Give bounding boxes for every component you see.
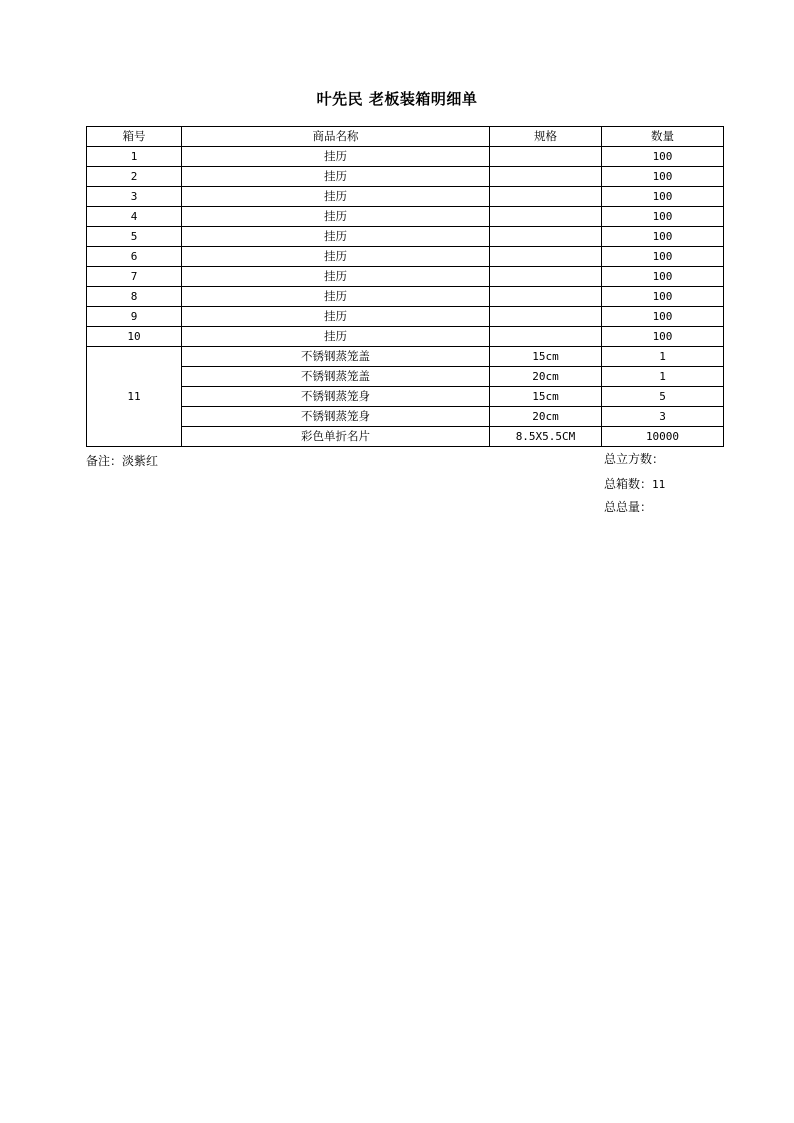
table-row	[87, 247, 724, 267]
quantity-cell: 100	[602, 207, 724, 227]
box-no-cell: 3	[87, 187, 182, 207]
header-product-name: 商品名称	[182, 127, 490, 147]
spec-cell: 8.5X5.5CM	[490, 427, 602, 447]
total-weight	[604, 498, 652, 515]
box-no-cell: 4	[87, 207, 182, 227]
table-row	[87, 327, 724, 347]
quantity-cell: 100	[602, 307, 724, 327]
table-row	[87, 187, 724, 207]
product-name-cell: 挂历	[182, 167, 490, 187]
spec-cell: 20cm	[490, 367, 602, 387]
spec-cell	[490, 247, 602, 267]
document-title: 叶先民 老板装箱明细单	[316, 90, 478, 108]
box-no-cell: 9	[87, 307, 182, 327]
spec-cell	[490, 167, 602, 187]
spec-cell	[490, 287, 602, 307]
header-box-no: 箱号	[87, 127, 182, 147]
box-no-cell: 8	[87, 287, 182, 307]
quantity-cell: 100	[602, 267, 724, 287]
product-name-cell: 不锈钢蒸笼盖	[182, 367, 490, 387]
spec-cell	[490, 147, 602, 167]
product-name-cell: 挂历	[182, 187, 490, 207]
quantity-cell: 1	[602, 367, 724, 387]
box-no-cell: 7	[87, 267, 182, 287]
product-name-cell: 挂历	[182, 267, 490, 287]
product-name-cell: 不锈钢蒸笼身	[182, 407, 490, 427]
table-row	[87, 427, 724, 447]
box-no-cell: 6	[87, 247, 182, 267]
quantity-cell: 1	[602, 347, 724, 367]
quantity-cell: 5	[602, 387, 724, 407]
spec-cell	[490, 307, 602, 327]
product-name-cell: 不锈钢蒸笼身	[182, 387, 490, 407]
total-volume	[604, 450, 664, 467]
product-name-cell: 彩色单折名片	[182, 427, 490, 447]
quantity-cell: 100	[602, 247, 724, 267]
table-row	[87, 307, 724, 327]
quantity-cell: 100	[602, 327, 724, 347]
product-name-cell: 挂历	[182, 147, 490, 167]
quantity-cell: 100	[602, 227, 724, 247]
table-row	[87, 407, 724, 427]
remark-text: 备注：淡紫红	[86, 454, 159, 468]
table-row	[87, 167, 724, 187]
table-row	[87, 367, 724, 387]
product-name-cell: 挂历	[182, 327, 490, 347]
spec-cell	[490, 327, 602, 347]
header-spec: 规格	[490, 127, 602, 147]
table-row	[87, 147, 724, 167]
spec-cell: 15cm	[490, 387, 602, 407]
quantity-cell: 100	[602, 287, 724, 307]
total-boxes-label: 总箱数：	[604, 477, 653, 491]
product-name-cell: 挂历	[182, 307, 490, 327]
total-boxes-value: 11	[652, 478, 666, 491]
box-no-cell: 10	[87, 327, 182, 347]
spec-cell	[490, 267, 602, 287]
spec-cell	[490, 227, 602, 247]
box-no-cell: 1	[87, 147, 182, 167]
table-row	[87, 287, 724, 307]
box-no-cell: 11	[87, 347, 182, 447]
product-name-cell: 挂历	[182, 287, 490, 307]
quantity-cell: 100	[602, 187, 724, 207]
quantity-cell: 3	[602, 407, 724, 427]
spec-cell	[490, 207, 602, 227]
box-no-cell: 2	[87, 167, 182, 187]
quantity-cell: 100	[602, 167, 724, 187]
product-name-cell: 挂历	[182, 227, 490, 247]
total-volume-label: 总立方数：	[604, 452, 665, 466]
table-row	[87, 207, 724, 227]
total-boxes	[604, 475, 665, 492]
spec-cell	[490, 187, 602, 207]
table-header-row	[87, 127, 724, 147]
total-weight-label: 总总量：	[604, 500, 653, 514]
header-quantity: 数量	[602, 127, 724, 147]
product-name-cell: 挂历	[182, 207, 490, 227]
table-row	[87, 267, 724, 287]
spec-cell: 15cm	[490, 347, 602, 367]
product-name-cell: 不锈钢蒸笼盖	[182, 347, 490, 367]
table-row	[87, 347, 724, 367]
table-row	[87, 387, 724, 407]
packing-list-table	[86, 126, 724, 447]
spec-cell: 20cm	[490, 407, 602, 427]
quantity-cell: 100	[602, 147, 724, 167]
box-no-cell: 5	[87, 227, 182, 247]
product-name-cell: 挂历	[182, 247, 490, 267]
quantity-cell: 10000	[602, 427, 724, 447]
table-row	[87, 227, 724, 247]
